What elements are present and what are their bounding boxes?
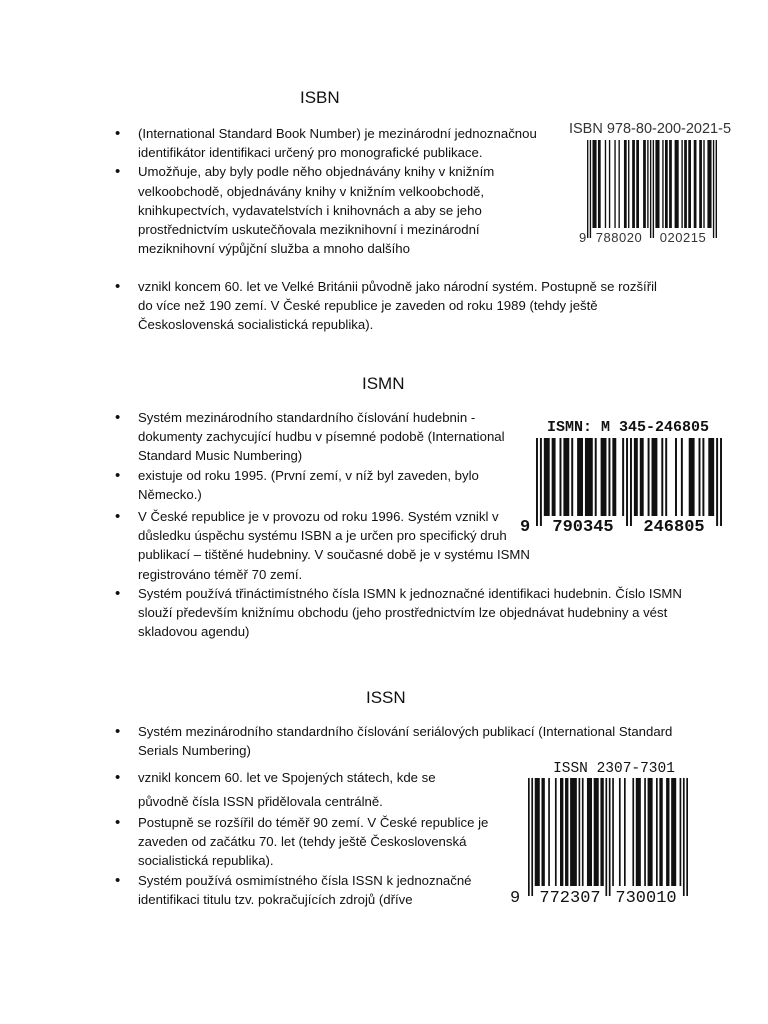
barcode-bar — [618, 140, 619, 228]
barcode-bar — [630, 438, 632, 526]
barcode-bar — [582, 778, 584, 886]
barcode-bar — [688, 140, 691, 228]
barcode-bar — [624, 778, 626, 886]
barcode-bar — [686, 778, 688, 896]
issn-barcode-left-digits: 772307 — [539, 889, 601, 908]
isbn-item-3: • vznikl koncem 60. let ve Velké Británii původně jako národní systém. Postupně se rozšířil do více než 190 zemí. V České republice je zaveden od roku 1989 (tehdy ještě Československá socialistická republika). — [138, 277, 668, 335]
barcode-bar — [536, 438, 538, 526]
isbn-heading: ISBN — [300, 88, 340, 107]
barcode-bar — [684, 140, 687, 228]
barcode-bar — [636, 140, 639, 228]
barcode-bar — [571, 438, 573, 516]
barcode-bar — [577, 438, 583, 516]
barcode-bar — [605, 778, 607, 896]
barcode-bar — [681, 438, 683, 516]
isbn-item-2: • Umožňuje, aby byly podle něho objednávány knihy v knižním velkoobchodě, objednávány knihy v knižním velkoobchodě, knihkupectvích, vydavatelstvích i knihovnách a aby se jeho prostřednictvím uskutečňovala meziknihovní i mezinárodní meziknihovní výpůjční služba a mnoho dalšího — [138, 162, 548, 258]
isbn-barcode-right-digits: 020215 — [659, 230, 707, 245]
barcode-bar — [675, 140, 679, 228]
barcode-bar — [619, 778, 621, 886]
ismn-item-4: • Systém používá třináctimístného čísla ISMN k jednoznačné identifikaci hudebnin. Číslo ISMN slouží především knižnímu obchodu (jeho prostřednictvím lze objednávat hudebniny a vést skladovou agendu) — [138, 584, 698, 642]
barcode-bar — [648, 438, 650, 516]
barcode-bar — [665, 140, 668, 228]
barcode-bar — [540, 438, 542, 526]
barcode-bar — [626, 438, 628, 526]
barcode-bar — [609, 778, 611, 896]
barcode-bar — [713, 140, 714, 238]
ismn-list-part3 — [138, 584, 698, 642]
barcode-bar — [644, 778, 646, 886]
barcode-bar — [559, 438, 561, 516]
issn-list-part3 — [138, 813, 508, 909]
ismn-item-1: • Systém mezinárodního standardního číslování hudebnin - dokumenty zachycující hudbu v písemné podobě (International Standard Music Numbering) — [138, 408, 508, 466]
barcode-bar — [665, 438, 667, 516]
barcode-bar — [579, 778, 581, 886]
barcode-bar — [656, 778, 658, 886]
barcode-bar — [563, 438, 569, 516]
ismn-list-part1 — [138, 408, 508, 504]
barcode-bar — [555, 778, 557, 886]
issn-item-4: • Systém používá osmimístného čísla ISSN k jednoznačné identifikaci titulu tzv. pokračujících zdrojů (dříve — [138, 871, 508, 909]
barcode-bar — [632, 140, 635, 228]
barcode-bar — [652, 438, 658, 516]
barcode-bar — [614, 140, 615, 228]
barcode-bar — [570, 778, 577, 886]
barcode-bar — [624, 140, 627, 228]
issn-list-part1 — [138, 722, 698, 760]
barcode-bar — [699, 140, 702, 228]
ismn-list-part2 — [138, 507, 538, 584]
barcode-bar — [595, 438, 597, 516]
barcode-bar — [605, 140, 606, 228]
barcode-bar — [598, 140, 601, 228]
barcode-bar — [661, 438, 663, 516]
ismn-barcode-bars — [536, 438, 722, 526]
isbn-item-1: • (International Standard Book Number) je mezinárodní jednoznačnou identifikátor identifikaci určený pro monografické publikace. — [138, 124, 548, 162]
barcode-bar — [716, 438, 718, 526]
barcode-bar — [552, 438, 556, 516]
ismn-item-3: • V České republice je v provozu od roku 1996. Systém vznikl v důsledku úspěchu systému ISBN a je určen pro specifický druh publikací – tištěné hudebniny. V současné době je v systému ISMN registrováno téměř 70 zemí. — [138, 507, 538, 584]
barcode-bar — [662, 140, 663, 228]
barcode-bar — [628, 140, 629, 228]
issn-item-2: • vznikl koncem 60. let ve Spojených státech, kde se původně čísla ISSN přidělovala centrálně. — [138, 766, 478, 814]
barcode-bar — [666, 778, 669, 886]
barcode-bar — [708, 438, 714, 516]
issn-list-part2 — [138, 766, 478, 814]
issn-barcode-right-digits: 730010 — [615, 889, 677, 908]
barcode-bar — [609, 140, 610, 228]
barcode-bar — [587, 140, 588, 238]
barcode-bar — [703, 140, 704, 228]
barcode-bar — [590, 140, 591, 238]
barcode-bar — [647, 140, 648, 228]
barcode-bar — [594, 778, 599, 886]
barcode-bar — [671, 778, 676, 886]
barcode-bar — [622, 438, 624, 516]
isbn-barcode-left-digits: 788020 — [595, 230, 643, 245]
barcode-bar — [528, 778, 530, 896]
barcode-bar — [683, 778, 685, 896]
barcode-bar — [640, 438, 644, 516]
issn-barcode-bars — [528, 778, 688, 896]
barcode-bar — [634, 438, 638, 516]
isbn-barcode-first-digit: 9 — [579, 230, 587, 245]
barcode-bar — [648, 778, 653, 886]
barcode-bar — [655, 140, 659, 228]
ismn-heading: ISMN — [362, 374, 405, 393]
barcode-bar — [694, 140, 697, 228]
barcode-bar — [707, 140, 711, 228]
isbn-list-part2 — [138, 277, 668, 335]
barcode-bar — [716, 140, 717, 238]
issn-item-3: • Postupně se rozšířil do téměř 90 zemí. V České republice je zaveden od začátku 70. let (tehdy ještě Československá socialistická republika). — [138, 813, 508, 871]
isbn-barcode-label: ISBN 978-80-200-2021-5 — [568, 121, 732, 137]
barcode-bar — [650, 140, 651, 238]
barcode-bar — [560, 778, 563, 886]
barcode-bar — [601, 438, 607, 516]
ismn-item-2: • existuje od roku 1995. (První zemí, v níž byl zaveden, bylo Německo.) — [138, 466, 508, 504]
isbn-barcode-bars — [587, 140, 717, 238]
barcode-bar — [653, 140, 654, 238]
barcode-bar — [587, 778, 592, 886]
barcode-bar — [636, 778, 641, 886]
barcode-bar — [600, 778, 603, 886]
ismn-barcode-first-digit: 9 — [520, 518, 531, 537]
issn-barcode — [508, 756, 694, 908]
barcode-bar — [548, 778, 550, 886]
isbn-barcode — [568, 116, 732, 250]
barcode-bar — [531, 778, 533, 896]
barcode-bar — [592, 140, 596, 228]
ismn-barcode-label: ISMN: M 345-246805 — [546, 419, 710, 436]
barcode-bar — [632, 778, 634, 886]
barcode-bar — [680, 778, 682, 886]
ismn-barcode — [518, 414, 728, 536]
barcode-bar — [585, 438, 593, 516]
issn-barcode-first-digit: 9 — [510, 889, 521, 908]
ismn-barcode-right-digits: 246805 — [643, 518, 705, 537]
issn-item-1: • Systém mezinárodního standardního číslování seriálových publikací (International Standard Serials Numbering) — [138, 722, 698, 760]
barcode-bar — [689, 438, 695, 516]
barcode-bar — [544, 438, 550, 516]
barcode-bar — [608, 438, 610, 516]
barcode-bar — [669, 140, 672, 228]
barcode-bar — [541, 778, 544, 886]
issn-heading: ISSN — [366, 688, 406, 707]
barcode-bar — [699, 438, 701, 516]
ismn-barcode-left-digits: 790345 — [552, 518, 614, 537]
barcode-bar — [659, 778, 662, 886]
barcode-bar — [612, 778, 614, 886]
barcode-bar — [702, 438, 704, 516]
barcode-bar — [681, 140, 682, 228]
isbn-list-part1 — [138, 124, 548, 258]
barcode-bar — [535, 778, 540, 886]
barcode-bar — [675, 438, 677, 516]
barcode-bar — [720, 438, 722, 526]
barcode-bar — [643, 140, 646, 228]
issn-barcode-label: ISSN 2307-7301 — [553, 761, 675, 777]
barcode-bar — [565, 778, 568, 886]
barcode-bar — [612, 438, 616, 516]
